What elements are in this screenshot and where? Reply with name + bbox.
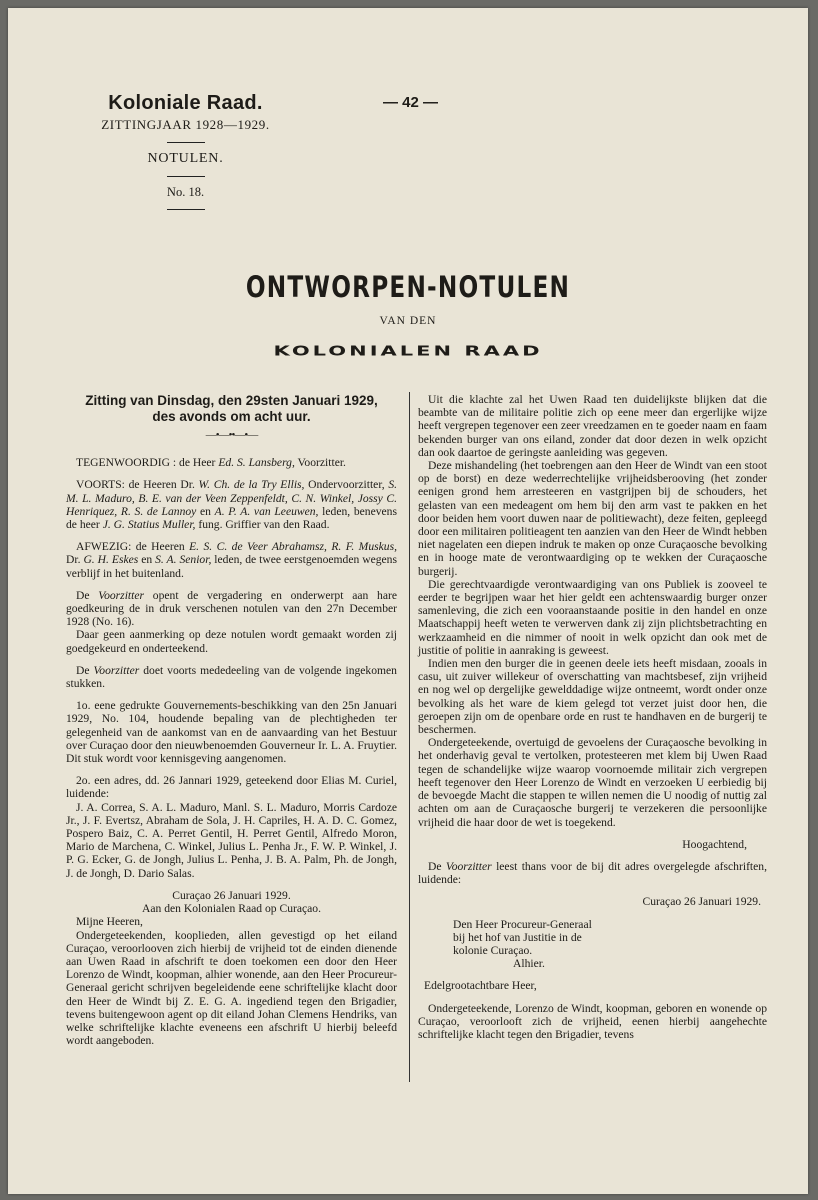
notulen-label: NOTULEN. [147, 151, 224, 166]
session-heading [66, 393, 397, 425]
letter-salutation: Mijne Heeren, [76, 915, 143, 929]
copies-paragraph: De Voorzitter leest thans voor de bij dit adres overgelegde afschriften, luidende: [418, 859, 767, 887]
divider [167, 142, 205, 143]
complaint-paragraph-3: Die gerechtvaardigde verontwaardiging van ons Publiek is zooveel te eerder te begrijpen waar het hier geldt een achtenswaardig burger onzer samenleving, die zich een vooraanstaande positie in den handel en onze Maatschappij heeft weten te verwerven dank zij zijn plichtsbetrachting en werkzaamheid en die nimmer of nooit in welk opzicht dan ook met de justitie of politie in aanraking is geweest. [418, 577, 767, 657]
letter-body: Ondergeteekenden, kooplieden, allen gevestigd op het eiland Curaçao, veroorlooven zich hierbij de vrijheid tot de einden dienende aan Uwen Raad in afschrift te doen toekomen een door den Heer Lorenzo de Windt, koopman, alhier wonende, aan den Heer Procureur-Generaal gericht schrijven begeleidende eene schriftelijke klacht door den Heer de Windt bij Z. E. G. A. ingediend tegen den Brigadier, tevens buitengewoon agent op dit eiland Johan Clemens Hendriks, van welke schriftelijke klachte eveneens een afschrift U hierbij beleefd wordt aangeboden. [66, 928, 397, 1048]
address-line-1: Den Heer Procureur-Generaal [453, 917, 592, 931]
absent-paragraph: AFWEZIG: de Heeren E. S. C. de Veer Abrahamsz, R. F. Muskus, Dr. G. H. Eskes en S. A. Senior, leden, de twee eerstgenoemden wegens verblijf in het buitenland. [66, 540, 397, 580]
column-divider [409, 392, 410, 1082]
address-line-2: bij het hof van Justitie in de [453, 930, 582, 944]
present-paragraph: TEGENWOORDIG : de Heer Ed. S. Lansberg, Voorzitter. [76, 456, 346, 470]
masthead [78, 92, 293, 218]
issue-number: No. 18. [166, 185, 205, 199]
also-present-paragraph: VOORTS: de Heeren Dr. W. Ch. de la Try Ellis, Ondervoorzitter, S. M. L. Maduro, B. E. van der Veen Zeppenfeldt, C. N. Winkel, Jossy C. Henriquez, R. S. de Lannoy en A. P. A. van Leeuwen, leden, benevens de heer J. G. Statius Muller, fung. Griffier van den Raad. [66, 478, 398, 532]
opening-paragraph: De Voorzitter opent de vergadering en onderwerpt aan hare goedkeuring de in druk verschenen notulen van den 27n December 1928 (No. 16). [66, 588, 397, 629]
ornament-divider: —•—••—•— [205, 429, 258, 441]
left-column [66, 393, 397, 1047]
signers-list: J. A. Correa, S. A. L. Maduro, Manl. S. L. Maduro, Morris Cardoze Jr., J. F. Evertsz, Abraham de Sola, J. H. Capriles, H. A. D. C. Gomez, Pospero Baiz, C. A. Perret Gentil, H. Perret Gentil, Alfredo Moron, Mario de Marchena, C. Winkel, Julius L. Penha Jr., F. W. P. Winkel, J. P. G. Ecker, G. de Jongh, Julius L. Penha, J. B. A. Palm, Ph. de Jongh, J. de Jongh, D. Dario Salas. [66, 800, 397, 880]
address-line-4: Alhier. [513, 957, 545, 971]
approval-paragraph: Daar geen aanmerking op deze notulen wordt gemaakt worden zij goedgekeurd en onderteekend. [66, 628, 397, 655]
announcement-paragraph: De Voorzitter doet voorts mededeeling van de volgende ingekomen stukken. [66, 663, 397, 691]
divider [167, 176, 205, 177]
council-name: Koloniale Raad. [108, 92, 263, 114]
complaint-paragraph-4: Indien men den burger die in geenen deele iets heeft misdaan, zooals in casu, uit zuiver willekeur of overschatting van machtsbesef, zijn vrijheid en nog wel op dergelijke gewelddadige wijze ontneemt, wordt onder onze bevolking als het ware de kiem gelegd tot verzet juist door hen, die geroepen zijn om de openbare orde en rust te handhaven en de burgerij te beschermen. [418, 657, 767, 737]
letter-date: Curaçao 26 Januari 1929. [172, 888, 291, 902]
complaint-paragraph-5: Ondergeteekende, overtuigd de gevoelens der Curaçaosche bevolking in het onderhavig geval te vertolken, protesteeren met klem bij Uwen Raad tegen de schandelijke wijze waarop voornoemde militair zich vergrepen heeft tegenover den Heer Lorenzo de Windt en verzoeken U eerbiedig bij de bevoegde Macht die stappen te willen nemen die U noodig of nuttig zal achten om aan de Curaçaosche burgerij te verzekeren die persoonlijke vrijheid die haar door de wet is toegekend. [418, 736, 767, 829]
title-van-den: VAN DEN [379, 315, 437, 327]
complaint-paragraph-1: Uit die klachte zal het Uwen Raad ten duidelijkste blijken dat die beambte van de militaire politie zich op eene meer dan ergerlijke wijze heeft vergrepen tegenover een zeer vreedzamen en te goeder naam en faam bekenden burger van ons eiland, zonder dat door dezen in welk opzicht dan ook daartoe de geringste aanleiding was gegeven. [418, 393, 767, 459]
session-year: ZITTINGJAAR 1928—1929. [101, 117, 270, 132]
document-title: ONTWORPEN-NOTULEN [245, 270, 571, 304]
complaint-paragraph-2: Deze mishandeling (het toebrengen aan den Heer de Windt van een stoot op de borst) en deze wederrechtelijke vrijheidsberooving (het zonder eenigen grond hem arresteeren en vastgrijpen bij de schouders, het gelasten van een medeagent om hem bij den arm vast te pakken en het door beiden hem voort duwen naar de politiewacht), deze feiten, gepleegd door een militairen politieagent ten aanzien van den Heer de Windt hebben niet nagelaten een diepen indruk te maken op onze Curaçaosche bevolking en in hooge mate de verontwaardiging op te wekken der Curaçaosche burgerij. [418, 459, 767, 578]
closing: Hoogachtend, [682, 837, 747, 851]
right-column [418, 393, 767, 1041]
council-banner [8, 339, 808, 363]
copy-salutation: Edelgrootachtbare Heer, [424, 979, 537, 993]
session-line-1: Zitting van Dinsdag, den 29sten Januari 1929, [85, 393, 378, 408]
item-2: 2o. een adres, dd. 26 Jannari 1929, geteekend door Elias M. Curiel, luidende: [66, 774, 397, 801]
document-page [8, 8, 808, 1194]
letter-addressee: Aan den Kolonialen Raad op Curaçao. [141, 902, 321, 916]
copy-date: Curaçao 26 Januari 1929. [642, 895, 761, 909]
page-number: — 42 — [383, 94, 439, 111]
address-line-3: kolonie Curaçao. [453, 943, 533, 957]
divider [167, 209, 205, 210]
council-banner-text: KOLONIALEN RAAD [273, 343, 543, 359]
item-1: 1o. eene gedrukte Gouvernements-beschikking van den 25n Januari 1929, No. 104, houdende bepaling van de plechtigheden ter gelegenheid van de aankomst van en de aanvaarding van het Bestuur over Curaçao door den nieuwbenoemden Gouverneur Ir. L. A. Fruytier. Dit stuk wordt voor kennisgeving aangenomen. [66, 699, 397, 766]
copy-body: Ondergeteekende, Lorenzo de Windt, koopman, geboren en wonende op Curaçao, veroorlooft zich de vrijheid, eenen hierbij aangehechte schriftelijke klacht tegen den Brigadier, tevens [418, 1001, 767, 1041]
session-line-2: des avonds om acht uur. [152, 409, 311, 424]
